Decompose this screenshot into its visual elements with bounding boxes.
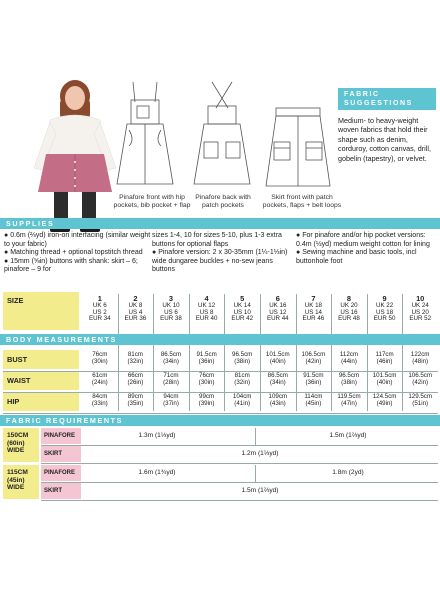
- measurement-cell: [367, 352, 403, 366]
- measurement-cm: 112cm: [339, 351, 359, 358]
- req-divider: [41, 482, 438, 483]
- size-us: US 2: [92, 308, 107, 316]
- width-150-cm: 150CM: [7, 432, 29, 439]
- measurement-cm: 124.5cm: [372, 393, 397, 400]
- measurement-cm: 89cm: [127, 393, 143, 400]
- measurement-in: (35in): [127, 399, 144, 407]
- measurement-cell: [296, 394, 332, 408]
- measurement-cell: [189, 373, 225, 387]
- measurement-cm: 86.5cm: [267, 372, 288, 379]
- measurement-cm: 104cm: [232, 393, 252, 400]
- measurement-cm: 96.5cm: [338, 372, 360, 379]
- measurement-in: (46in): [376, 357, 393, 365]
- measurement-in: (33in): [91, 399, 108, 407]
- measurement-cm: 81cm: [234, 372, 250, 379]
- req-115-pinafore-a: 1.6m (1¾yd): [138, 469, 176, 476]
- pinafore-150-label: PINAFORE: [44, 433, 76, 439]
- size-col: [402, 296, 438, 323]
- fabric-suggestions-title: FABRIC SUGGESTIONS: [338, 88, 436, 110]
- measurement-in: (42in): [305, 357, 322, 365]
- measurement-in: (37in): [163, 399, 179, 407]
- size-uk: UK 10: [162, 301, 180, 309]
- measurement-in: (49in): [376, 399, 393, 407]
- width-115-label: [3, 465, 39, 499]
- size-uk: UK 6: [92, 301, 107, 309]
- measurement-in: (47in): [341, 399, 357, 407]
- req-150-pinafore-b: 1.5m (1⅔yd): [329, 432, 367, 439]
- size-col: [367, 296, 403, 323]
- size-eur: EUR 42: [231, 315, 254, 323]
- measurement-in: (51in): [412, 399, 429, 407]
- req-150-pinafore-a: 1.3m (1⅓yd): [138, 432, 176, 439]
- size-eur: EUR 40: [195, 315, 218, 323]
- measurement-cm: 81cm: [127, 351, 143, 358]
- size-n: 6: [275, 294, 280, 303]
- size-us: US 16: [340, 308, 358, 316]
- size-col: [118, 296, 154, 323]
- measurement-cm: 122cm: [410, 351, 430, 358]
- size-n: 5: [240, 294, 245, 303]
- waist-label: WAIST: [3, 371, 79, 390]
- width-150-label: [3, 428, 39, 462]
- skirt-front-sketch: [258, 102, 338, 197]
- measurement-cell: [224, 352, 260, 366]
- measurement-cell: [296, 373, 332, 387]
- measurement-in: (34in): [163, 357, 179, 365]
- measurement-cm: 119.5cm: [337, 393, 361, 400]
- measurement-in: (44in): [341, 357, 357, 365]
- measurement-cell: [331, 373, 367, 387]
- size-uk: UK 14: [233, 301, 251, 309]
- size-col: [153, 296, 189, 323]
- measurement-cm: 94cm: [163, 393, 179, 400]
- measurement-in: (24in): [91, 378, 108, 386]
- measurement-cell: [402, 352, 438, 366]
- supply-item: Sewing machine and basic tools, incl buttonhole foot: [296, 249, 417, 265]
- measurement-cell: [82, 373, 118, 387]
- measurement-in: (30in): [91, 357, 108, 365]
- measurement-cell: [189, 352, 225, 366]
- supplies-col-1: ● 0.6m (⅔yd) iron-on interfacing (similar weight to your fabric) ● Matching thread + optional topstitch thread ● 15mm (⅝in) buttons with shank: skirt – 6; pinafore – 9 for: [4, 232, 151, 274]
- size-us: US 4: [128, 308, 143, 316]
- size-us: US 6: [164, 308, 178, 316]
- req-divider: [41, 445, 438, 446]
- measurement-cell: [331, 352, 367, 366]
- measurement-cell: [367, 394, 403, 408]
- measurement-cell: [402, 373, 438, 387]
- supply-item: sizes 1-4, 10 for sizes 5-10, plus 1-3 extra buttons for optional flaps: [152, 232, 282, 248]
- size-col: [189, 296, 225, 323]
- size-us: US 20: [411, 308, 429, 316]
- supplies-header: SUPPLIES: [0, 218, 440, 229]
- req-115-skirt: 1.5m (1⅔yd): [241, 487, 279, 494]
- size-us: US 12: [269, 308, 287, 316]
- size-uk: UK 8: [128, 301, 143, 309]
- measurement-cm: 91.5cm: [196, 351, 217, 358]
- size-n: 8: [346, 294, 352, 303]
- req-divider: [41, 463, 438, 464]
- width-115-in: (45in): [7, 476, 25, 484]
- pinafore-back-caption: Pinafore back with patch pockets: [195, 194, 251, 209]
- measurement-cm: 86.5cm: [160, 351, 182, 358]
- supply-item: 15mm (⅝in) buttons with shank: skirt – 6; pinafore – 9 for: [4, 257, 138, 274]
- measurement-in: (36in): [198, 357, 215, 365]
- measurement-cell: [402, 394, 438, 408]
- width-115-wide: WIDE: [7, 484, 25, 492]
- measurement-cm: 71cm: [163, 372, 179, 379]
- size-uk: UK 20: [340, 301, 358, 309]
- measurement-cell: [189, 394, 225, 408]
- measurement-cm: 84cm: [92, 393, 108, 400]
- req-divider: [41, 500, 438, 501]
- measurement-cm: 96.5cm: [232, 351, 253, 358]
- fabric-suggestions: [338, 88, 436, 163]
- size-col: [260, 296, 296, 323]
- measurement-cm: 114cm: [304, 393, 323, 400]
- measurement-in: (43in): [269, 399, 286, 407]
- measurement-cell: [367, 373, 403, 387]
- size-col: [224, 296, 260, 323]
- req-150-skirt: 1.2m (1⅓yd): [241, 450, 279, 457]
- fabric-suggestions-text: Medium- to heavy-weight woven fabrics that hold their shape such as denim, corduroy, cotton canvas, drill, gobelin (tapestry), or velvet.: [338, 116, 431, 163]
- measurement-cm: 106.5cm: [408, 372, 433, 379]
- measurement-in: (32in): [234, 378, 251, 386]
- size-col: [331, 296, 367, 323]
- measurement-in: (28in): [163, 378, 179, 386]
- measurement-cell: [153, 373, 189, 387]
- supplies-col-2: sizes 1-4, 10 for sizes 5-10, plus 1-3 extra buttons for optional flaps ● Pinafore version: 2 x 30-35mm (1¼-1⅓in) wide dungaree buckles + no-sew jeans buttons: [152, 232, 292, 275]
- measurement-cm: 76cm: [92, 351, 108, 358]
- size-uk: UK 18: [304, 301, 322, 309]
- size-eur: EUR 36: [124, 315, 147, 323]
- size-n: 2: [133, 294, 138, 303]
- size-us: US 8: [199, 308, 214, 316]
- size-eur: EUR 44: [266, 315, 289, 323]
- measurement-in: (40in): [269, 357, 286, 365]
- pinafore-115-label: PINAFORE: [44, 470, 76, 476]
- size-us: US 10: [233, 308, 251, 316]
- skirt-150-label: SKIRT: [44, 451, 62, 457]
- hip-label: HIP: [3, 392, 79, 411]
- size-n: 7: [311, 294, 316, 303]
- width-150-wide: WIDE: [7, 447, 25, 455]
- measurement-in: (38in): [234, 357, 251, 365]
- req-divider: [255, 428, 256, 445]
- measurement-in: (40in): [376, 378, 393, 386]
- size-uk: UK 12: [197, 301, 216, 309]
- measurement-cm: 106.5cm: [301, 351, 326, 358]
- measurement-in: (41in): [234, 399, 251, 407]
- measurement-in: (48in): [412, 357, 429, 365]
- req-divider: [255, 465, 256, 482]
- measurement-cell: [296, 352, 332, 366]
- measurement-cell: [224, 394, 260, 408]
- req-115-pinafore-b: 1.8m (2yd): [332, 469, 364, 476]
- size-eur: EUR 46: [302, 315, 325, 323]
- size-uk: UK 22: [375, 301, 394, 309]
- measurement-cm: 109cm: [268, 393, 288, 400]
- size-n: 9: [382, 294, 387, 303]
- measurement-cell: [153, 352, 189, 366]
- measurement-cell: [260, 394, 296, 408]
- pinafore-back-sketch: [182, 80, 262, 195]
- size-eur: EUR 34: [88, 315, 111, 323]
- measurement-cm: 76cm: [199, 372, 215, 379]
- measurement-cm: 99cm: [199, 393, 215, 400]
- measurement-cell: [118, 373, 154, 387]
- supply-item: 0.6m (⅔yd) iron-on interfacing (similar weight to your fabric): [4, 232, 151, 248]
- supplies-col-3: ● For pinafore and/or hip pocket versions: 0.4m (½yd) medium weight cotton for lining ● Sewing machine and basic tools, incl buttonhole foot: [296, 232, 430, 265]
- measurement-cell: [82, 352, 118, 366]
- size-us: US 18: [375, 308, 394, 316]
- supply-item: Pinafore version: 2 x 30-35mm (1¼-1⅓in) wide dungaree buckles + no-sew jeans buttons: [152, 249, 288, 274]
- width-150-in: (60in): [7, 439, 25, 447]
- measurement-in: (38in): [341, 378, 357, 386]
- size-col: [82, 296, 118, 323]
- skirt-front-caption: Skirt front with patch pockets, flaps + belt loops: [262, 194, 342, 209]
- size-eur: EUR 38: [160, 315, 182, 323]
- fabric-requirements-header: FABRIC REQUIREMENTS: [0, 415, 440, 426]
- size-col: [296, 296, 332, 323]
- measurement-cm: 101.5cm: [372, 372, 397, 379]
- measurement-cm: 61cm: [92, 372, 108, 379]
- measurement-cell: [224, 373, 260, 387]
- size-eur: EUR 50: [373, 315, 396, 323]
- pinafore-front-caption: Pinafore front with hip pockets, bib pocket + flap: [113, 194, 191, 209]
- measurement-cm: 66cm: [127, 372, 143, 379]
- size-uk: UK 16: [269, 301, 287, 309]
- measurement-in: (42in): [412, 378, 429, 386]
- supply-item: Matching thread + optional topstitch thread: [10, 249, 143, 257]
- grid-divider: [3, 413, 438, 414]
- measurement-in: (36in): [305, 378, 322, 386]
- measurement-cell: [153, 394, 189, 408]
- measurement-cm: 129.5cm: [408, 393, 433, 400]
- measurement-cell: [82, 394, 118, 408]
- size-eur: EUR 52: [409, 315, 432, 323]
- size-n: 10: [416, 294, 425, 303]
- size-n: 4: [204, 294, 209, 303]
- bust-label: BUST: [3, 350, 79, 369]
- measurement-cell: [331, 394, 367, 408]
- measurement-in: (39in): [198, 399, 215, 407]
- size-n: 1: [97, 294, 102, 303]
- body-measurements-header: BODY MEASUREMENTS: [0, 334, 440, 345]
- measurement-cell: [260, 352, 296, 366]
- measurement-cell: [118, 352, 154, 366]
- pinafore-front-sketch: [105, 80, 185, 195]
- measurement-cm: 117cm: [375, 351, 394, 358]
- size-n: 3: [168, 294, 174, 303]
- measurement-in: (30in): [198, 378, 215, 386]
- size-row-label: SIZE: [3, 292, 79, 330]
- measurement-in: (34in): [269, 378, 286, 386]
- measurement-cm: 101.5cm: [265, 351, 290, 358]
- measurement-cell: [118, 394, 154, 408]
- measurement-cell: [260, 373, 296, 387]
- size-uk: UK 24: [411, 301, 429, 309]
- supply-item: For pinafore and/or hip pocket versions: 0.4m (½yd) medium weight cotton for lining: [296, 232, 430, 248]
- measurement-in: (45in): [305, 399, 322, 407]
- width-115-cm: 115CM: [7, 469, 28, 476]
- measurement-in: (26in): [127, 378, 144, 386]
- measurement-cm: 91.5cm: [303, 372, 324, 379]
- size-eur: EUR 48: [338, 315, 360, 323]
- measurement-in: (32in): [127, 357, 144, 365]
- size-us: US 14: [304, 308, 322, 316]
- skirt-115-label: SKIRT: [44, 488, 62, 494]
